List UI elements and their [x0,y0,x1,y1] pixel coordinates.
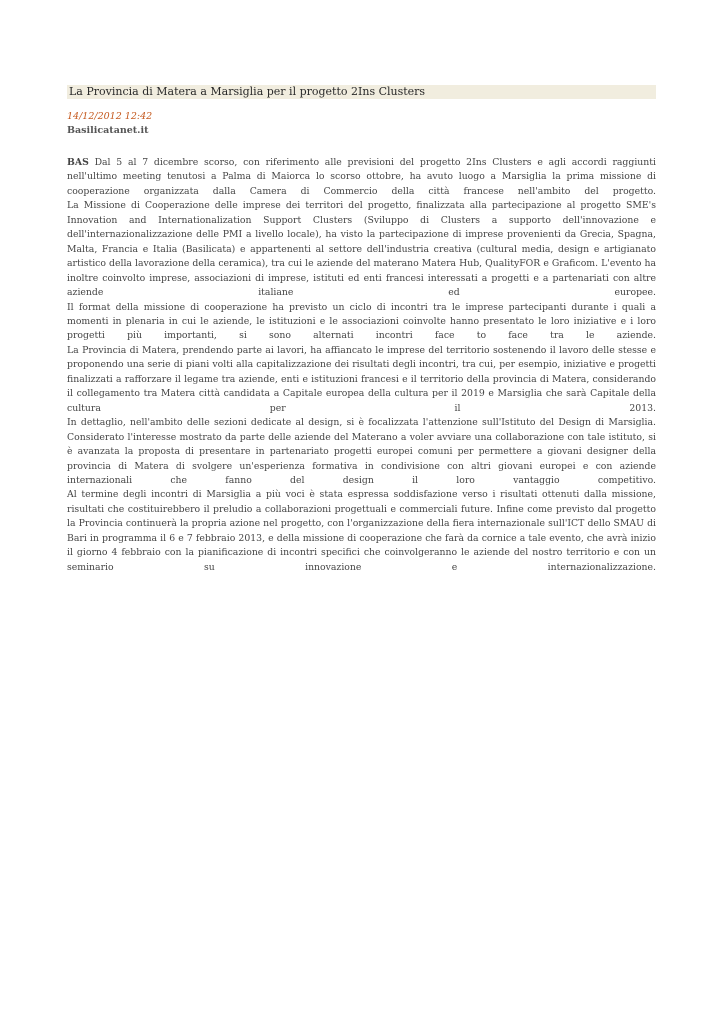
article-body [67,156,656,575]
article-lead: BAS [67,157,89,168]
article-date: 14/12/2012 12:42 [67,111,153,122]
article [67,85,656,575]
article-title: La Provincia di Matera a Marsiglia per il progetto 2Ins Clusters [67,85,656,99]
article-paragraph-text: Dal 5 al 7 dicembre scorso, con riferimento alle previsioni del progetto 2Ins Clusters e agli accordi raggiunti nell'ultimo meeting tenutosi a Palma di Maiorca lo scorso ottobre, ha avuto luogo a Marsiglia la prima missione di cooperazione organizzata dalla Camera di Commercio della città francese nell'ambito del progetto. [67,157,656,197]
article-source: Basilicatanet.it [67,125,149,136]
article-paragraph: La Provincia di Matera, prendendo parte ai lavori, ha affiancato le imprese del territorio sostenendo il lavoro delle stesse e proponendo una serie di piani volti alla capitalizzazione dei risultati degli incontri, tra cui, per esempio, iniziative e progetti finalizzati a rafforzare il legame tra aziende, enti e istituzioni francesi e il territorio della provincia di Matera, considerando il collegamento tra Matera città candidata a Capitale europea della cultura per il 2019 e Marsiglia che sarà Capitale della cultura per il 2013. [67,344,656,414]
article-paragraph: Al termine degli incontri di Marsiglia a più voci è stata espressa soddisfazione verso i risultati ottenuti dalla missione, risultati che costituirebbero il preludio a collaborazioni progettuali e commerciali future. Infine come previsto dal progetto la Provincia continuerà la propria azione nel progetto, con l'organizzazione della fiera internazionale sull'ICT dello SMAU di Bari in programma il 6 e 7 febbraio 2013, e della missione di cooperazione che farà da cornice a tale evento, che avrà inizio il giorno 4 febbraio con la pianificazione di incontri specifici che coinvolgeranno le aziende del nostro territorio e con un seminario su innovazione e internazionalizzazione. [67,489,656,573]
article-paragraph: La Missione di Cooperazione delle imprese dei territori del progetto, finalizzata alla partecipazione al progetto SME's Innovation and Internationalization Support Clusters (Sviluppo di Clusters a supporto dell'innovazione e dell'internazionalizzazione delle PMI a livello locale), ha visto la partecipazione di imprese provenienti da Grecia, Spagna, Malta, Francia e Italia (Basilicata) e appartenenti al settore dell'industria creativa (cultural media, design e artigianato artistico della lavorazione della ceramica), tra cui le aziende del materano Matera Hub, QualityFOR e Graficom. L'evento ha inoltre coinvolto imprese, associazioni di imprese, istituti ed enti francesi interessati a progetti e a partenariati con altre aziende italiane ed europee. [67,200,656,299]
article-paragraph: Il format della missione di cooperazione ha previsto un ciclo di incontri tra le imprese partecipanti durante i quali a momenti in plenaria in cui le aziende, le istituzioni e le associazioni coinvolte hanno presentato le loro iniziative e i loro progetti più importanti, si sono alternati incontri face to face tra le aziende. [67,301,656,342]
article-paragraph: In dettaglio, nell'ambito delle sezioni dedicate al design, si è focalizzata l'attenzione sull'Istituto del Design di Marsiglia. Considerato l'interesse mostrato da parte delle aziende del Materano a voler avviare una collaborazione con tale istituto, si è avanzata la proposta di presentare in partenariato progetti europei comuni per permettere a giovani designer della provincia di Matera di svolgere un'esperienza formativa in condivisione con altri giovani europei e con aziende internazionali che fanno del design il loro vantaggio competitivo. [67,417,656,486]
article-paragraph [67,156,656,199]
